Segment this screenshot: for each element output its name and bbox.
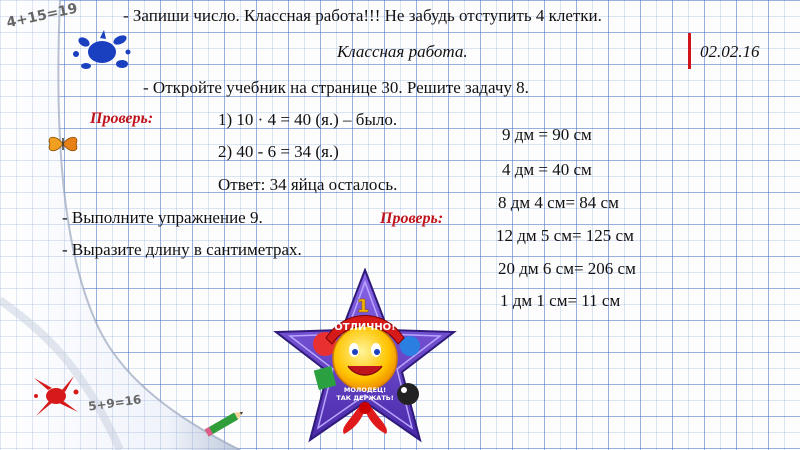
badge-bottom-text-1: МОЛОДЕЦ! xyxy=(343,386,387,394)
task2-instruction-2: - Выразите длину в сантиметрах. xyxy=(62,240,302,259)
conversion-item: 12 дм 5 см= 125 см xyxy=(496,226,634,245)
task1-check-label: Проверь: xyxy=(90,110,154,127)
task2-check-label: Проверь: xyxy=(380,210,444,227)
star-badge-icon xyxy=(270,268,460,448)
badge-ribbon-text: ОТЛИЧНО! xyxy=(334,322,396,333)
conversion-item: 4 дм = 40 см xyxy=(502,160,592,179)
header-instruction: - Запиши число. Классная работа!!! Не забудь отступить 4 клетки. xyxy=(123,6,602,25)
pencil-icon xyxy=(200,408,248,438)
task1-step-2: 2) 40 - 6 = 34 (я.) xyxy=(218,142,339,161)
conversion-item: 8 дм 4 см= 84 см xyxy=(498,193,619,212)
task1-instruction: - Откройте учебник на странице 30. Решите задачу 8. xyxy=(143,78,529,97)
doodle-equation-top: 4+15=19 xyxy=(5,0,80,32)
paint-splat-icon xyxy=(30,372,82,420)
lesson-date: 02.02.16 xyxy=(700,42,760,61)
lesson-title: Классная работа. xyxy=(337,42,468,61)
conversion-item: 20 дм 6 см= 206 см xyxy=(498,259,636,278)
paint-splat-icon xyxy=(70,28,132,74)
conversion-item: 9 дм = 90 см xyxy=(502,125,592,144)
badge-number: 1 xyxy=(356,296,370,317)
badge-bottom-text-2: ТАК ДЕРЖАТЬ! xyxy=(336,394,394,402)
task1-step-1: 1) 10 · 4 = 40 (я.) – было. xyxy=(218,110,398,129)
task2-instruction-1: - Выполните упражнение 9. xyxy=(62,208,263,227)
task1-answer: Ответ: 34 яйца осталось. xyxy=(218,175,398,194)
doodle-equation-bottom: 5+9=16 xyxy=(87,392,143,414)
butterfly-icon xyxy=(46,134,80,154)
red-margin-line xyxy=(688,33,691,69)
conversion-item: 1 дм 1 см= 11 см xyxy=(500,291,621,310)
